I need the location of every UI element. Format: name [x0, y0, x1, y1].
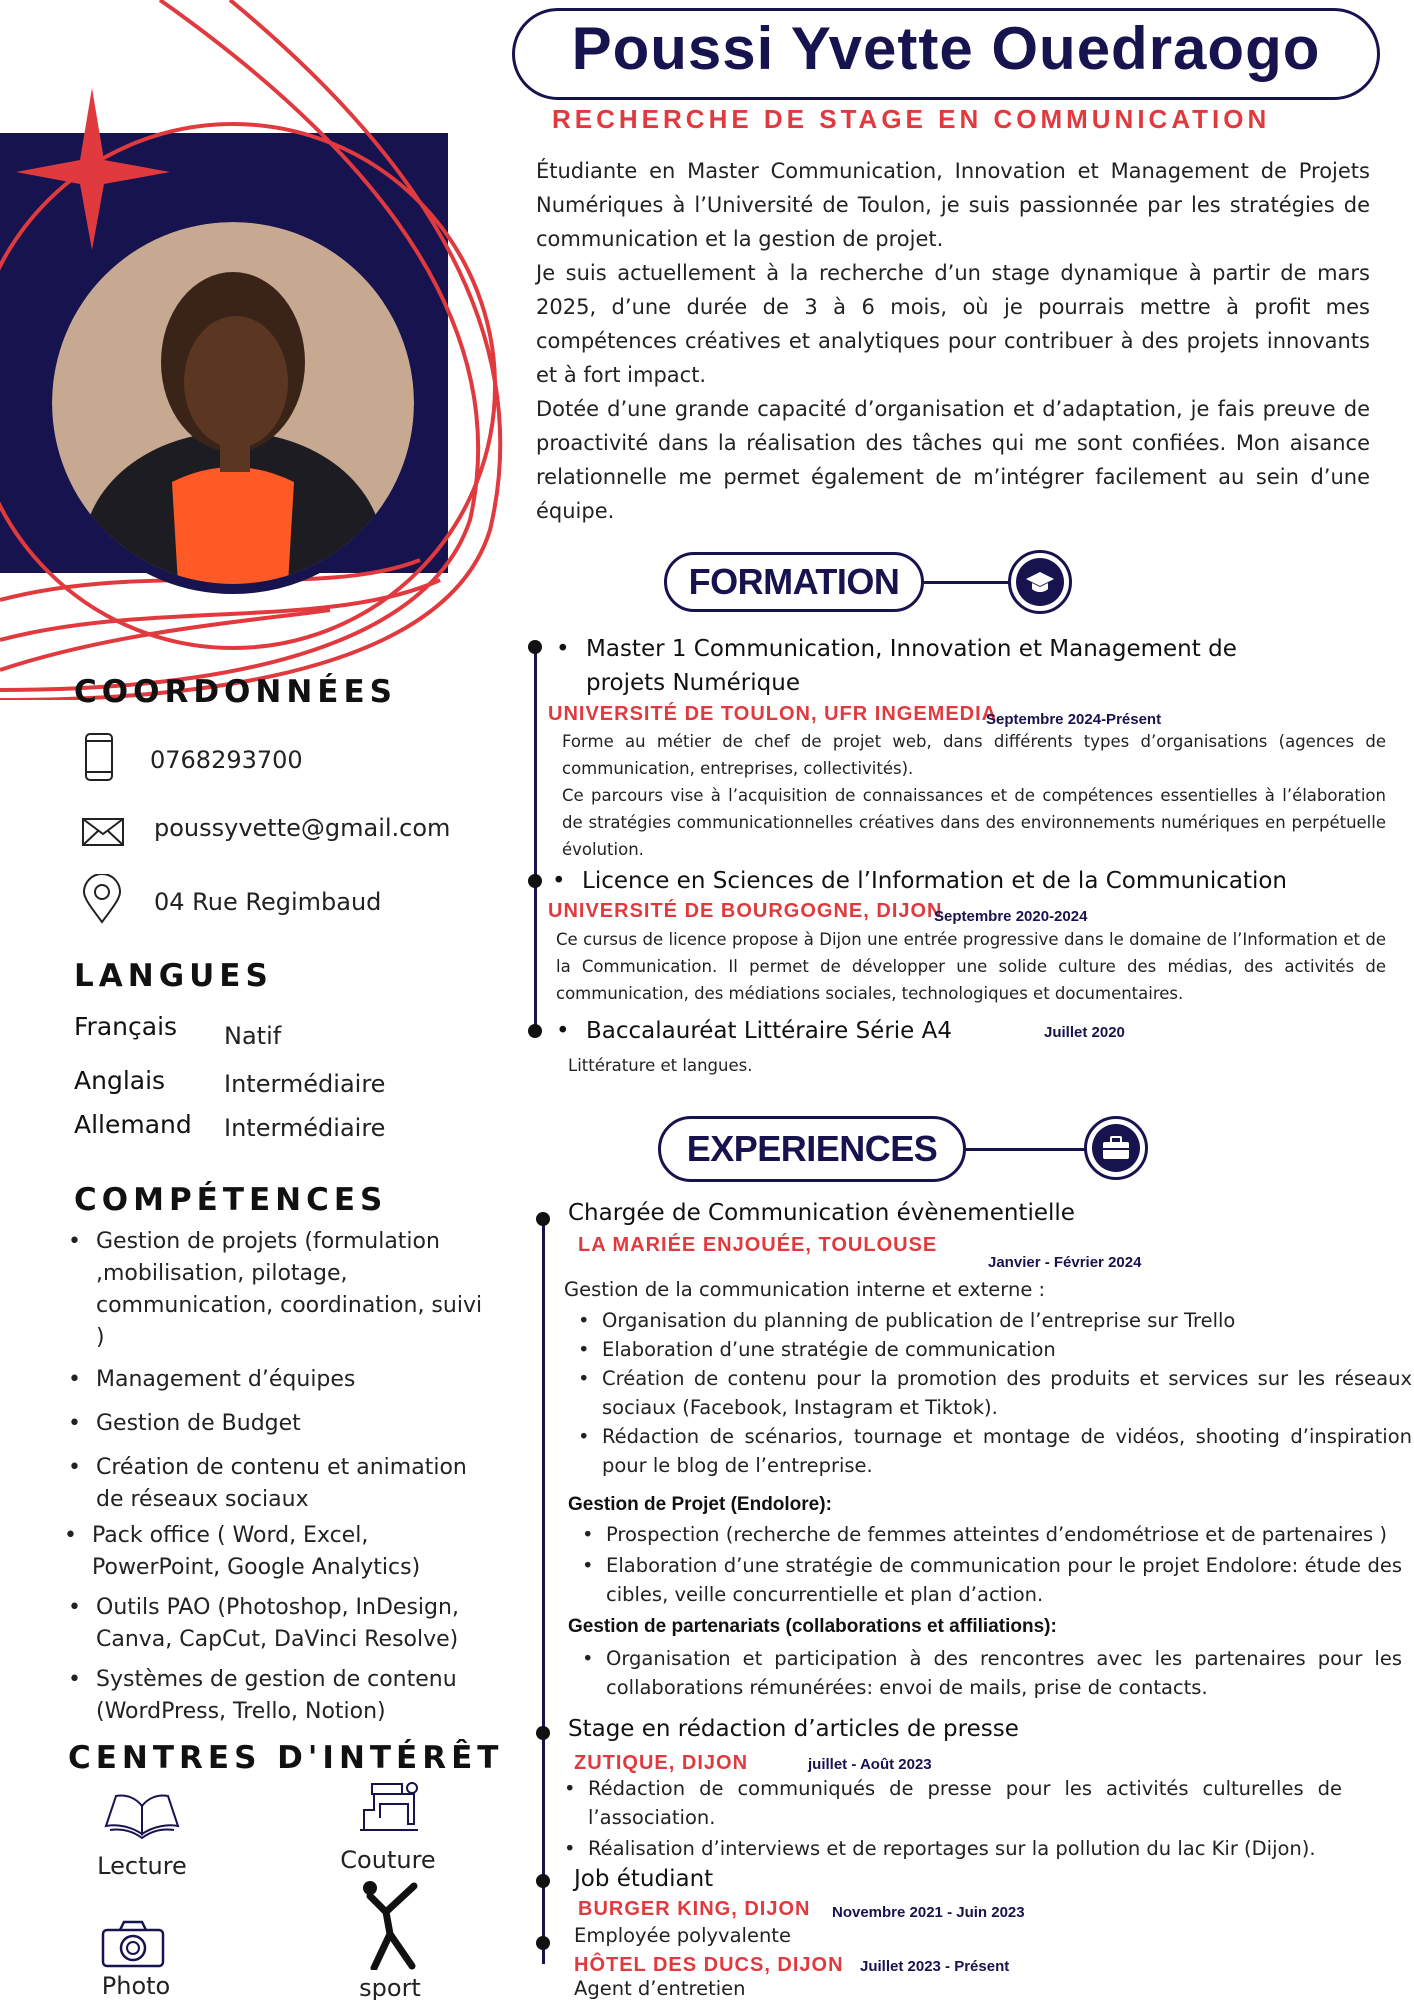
bullet: •	[552, 868, 566, 894]
job-task: • Rédaction de communiqués de presse pour les activités culturelles de l’association.	[552, 1774, 1342, 1832]
job-task: • Organisation et participation à des rencontres avec les partenaires pour les collaborations rémunérées: envoi de mails, prise de contacts.	[570, 1644, 1402, 1702]
job-task: • Prospection (recherche de femmes atteintes d’endométriose et de partenaires )	[570, 1520, 1402, 1549]
experiences-icon-circle	[1084, 1116, 1148, 1180]
formation-title-text: Licence en Sciences de l’Information et de la Communication	[582, 868, 1288, 894]
timeline-dot	[536, 1212, 550, 1226]
hobby-label: Couture	[340, 1846, 436, 1874]
description-paragraph: Forme au métier de chef de projet web, dans différents types d’organisations (agences de communication, entreprises, collectivités).	[562, 732, 1386, 778]
phone-icon	[84, 732, 114, 782]
description-paragraph: Ce cursus de licence propose à Dijon une entrée progressive dans le domaine de l’Information et de la Communication. Il permet de développer une solide culture des médias, des activités de communication, des médiations sociales, technologiques et documentaires.	[556, 930, 1386, 1003]
formation-description	[556, 926, 1386, 1007]
job-date: juillet - Août 2023	[808, 1756, 932, 1773]
job-task-list	[566, 1306, 1412, 1480]
formation-description	[562, 728, 1386, 863]
formation-school: UNIVERSITÉ DE BOURGOGNE, DIJON	[548, 900, 943, 922]
job-role: Employée polyvalente	[574, 1924, 791, 1947]
language-level: Intermédiaire	[224, 1114, 386, 1142]
skills-heading: COMPÉTENCES	[74, 1182, 388, 1218]
sport-figure-icon	[356, 1878, 422, 1970]
job-task-list	[552, 1774, 1342, 1863]
job-role: Agent d’entretien	[574, 1977, 746, 2000]
job-task: • Rédaction de scénarios, tournage et montage de vidéos, shooting d’inspiration pour le blog de l’entreprise.	[566, 1422, 1412, 1480]
job-date: Juillet 2023 - Présent	[860, 1958, 1010, 1975]
job-subsection-heading: Gestion de partenariats (collaborations et affiliations):	[568, 1616, 1057, 1637]
mail-icon	[82, 818, 124, 846]
location-icon	[82, 874, 122, 924]
book-icon	[102, 1786, 182, 1842]
employer: HÔTEL DES DUCS, DIJON	[574, 1954, 844, 1976]
job-date: Janvier - Février 2024	[988, 1254, 1142, 1271]
profile-summary	[536, 154, 1370, 528]
skills-list	[60, 1226, 490, 1728]
sewing-machine-icon	[354, 1780, 424, 1836]
interests-heading: CENTRES D'INTÉRÊT	[68, 1740, 504, 1776]
job-task: • Organisation du planning de publication de l’entreprise sur Trello	[566, 1306, 1412, 1335]
job-task: • Réalisation d’interviews et de reportages sur la pollution du lac Kir (Dijon).	[552, 1834, 1342, 1863]
job-date: Novembre 2021 - Juin 2023	[832, 1904, 1025, 1921]
skill-item: • Création de contenu et animation de réseaux sociaux	[60, 1452, 490, 1516]
experience-timeline	[542, 1218, 545, 1964]
skill-item: • Outils PAO (Photoshop, InDesign, Canva, CapCut, DaVinci Resolve)	[60, 1592, 490, 1656]
hobby-label: Photo	[101, 1972, 171, 2000]
languages-heading: LANGUES	[74, 958, 273, 994]
job-task: • Elaboration d’une stratégie de communication	[566, 1335, 1412, 1364]
job-task-list	[570, 1644, 1402, 1702]
bullet: •	[556, 636, 570, 662]
timeline-dot	[536, 1936, 550, 1950]
summary-paragraph: Étudiante en Master Communication, Innovation et Management de Projets Numériques à l’Université de Toulon, je suis passionnée par les stratégies de communication et la gestion de projet.	[536, 159, 1370, 251]
formation-title	[556, 632, 1296, 700]
job-subsection-heading: Gestion de Projet (Endolore):	[568, 1494, 832, 1515]
language-level: Intermédiaire	[224, 1070, 386, 1098]
graduation-cap-icon	[1025, 570, 1055, 594]
formation-icon-circle	[1008, 550, 1072, 614]
summary-paragraph: Dotée d’une grande capacité d’organisation et d’adaptation, je fais preuve de proactivité dans la réalisation des tâches qui me sont confiées. Mon aisance relationnelle me permet également de m’intégrer facilement au sein d’une équipe.	[536, 397, 1370, 523]
job-task-list	[570, 1520, 1402, 1609]
formation-date: Septembre 2024-Présent	[986, 711, 1162, 728]
skill-item: • Gestion de projets (formulation ,mobilisation, pilotage, communication, coordination, suivi )	[60, 1226, 490, 1354]
job-intro: Gestion de la communication interne et externe :	[564, 1278, 1046, 1301]
formation-date: Juillet 2020	[1044, 1024, 1125, 1041]
language-name: Français	[74, 1012, 178, 1041]
formation-badge: FORMATION	[664, 552, 924, 612]
email-address: poussyvette@gmail.com	[154, 814, 451, 842]
summary-paragraph: Je suis actuellement à la recherche d’un stage dynamique à partir de mars 2025, d’une durée de 3 à 6 mois, où je pourrais mettre à profit mes compétences créatives et analytiques pour contribuer à des projets innovants et à fort impact.	[536, 261, 1370, 387]
contact-heading: COORDONNÉES	[74, 674, 397, 710]
hobby-label: Lecture	[97, 1852, 187, 1880]
profile-photo	[42, 212, 424, 594]
formation-date: Septembre 2020-2024	[934, 908, 1088, 925]
description-paragraph: Ce parcours vise à l’acquisition de connaissances et de compétences essentielles à l’élaboration de stratégies communicationnelles créatives dans des environnements numériques en perpétuelle évolution.	[562, 786, 1386, 859]
formation-title	[556, 1018, 952, 1044]
job-task: • Création de contenu pour la promotion des produits et services sur les réseaux sociaux (Facebook, Instagram et Tiktok).	[566, 1364, 1412, 1422]
job-search-subtitle: RECHERCHE DE STAGE EN COMMUNICATION	[552, 104, 1271, 134]
timeline-dot	[528, 640, 542, 654]
formation-school: UNIVERSITÉ DE TOULON, UFR INGEMEDIA	[548, 703, 998, 725]
briefcase-icon	[1102, 1136, 1130, 1160]
language-name: Anglais	[74, 1066, 166, 1095]
camera-icon	[100, 1918, 166, 1968]
timeline-dot	[536, 1726, 550, 1740]
hobby-label: sport	[359, 1974, 421, 2000]
formation-title	[552, 868, 1352, 894]
job-title: Stage en rédaction d’articles de presse	[568, 1716, 1019, 1742]
job-task: • Elaboration d’une stratégie de communication pour le projet Endolore: étude des cibles, veille concurrentielle et plan d’action.	[570, 1551, 1402, 1609]
language-name: Allemand	[74, 1110, 192, 1139]
timeline-dot	[528, 874, 542, 888]
job-title: Chargée de Communication évènementielle	[568, 1200, 1075, 1226]
language-level: Natif	[224, 1022, 282, 1050]
job-title: Job étudiant	[574, 1866, 714, 1892]
bullet: •	[556, 1018, 570, 1044]
badge-connector	[966, 1148, 1086, 1151]
experiences-badge: EXPERIENCES	[658, 1116, 966, 1182]
formation-timeline	[534, 646, 537, 1030]
employer: ZUTIQUE, DIJON	[574, 1752, 749, 1774]
sparkle-icon	[16, 88, 170, 250]
timeline-dot	[528, 1024, 542, 1038]
timeline-dot	[536, 1874, 550, 1888]
employer: LA MARIÉE ENJOUÉE, TOULOUSE	[578, 1234, 938, 1256]
street-address: 04 Rue Regimbaud	[154, 888, 382, 916]
formation-title-text: Master 1 Communication, Innovation et Management de projets Numérique	[586, 636, 1237, 696]
skill-item: • Gestion de Budget	[60, 1408, 490, 1440]
skill-item: • Systèmes de gestion de contenu (WordPress, Trello, Notion)	[60, 1664, 490, 1728]
phone-number: 0768293700	[150, 746, 303, 774]
skill-item: • Pack office ( Word, Excel, PowerPoint, Google Analytics)	[56, 1520, 486, 1584]
formation-description: Littérature et langues.	[568, 1056, 753, 1075]
badge-connector	[924, 581, 1010, 584]
formation-title-text: Baccalauréat Littéraire Série A4	[586, 1018, 953, 1044]
skill-item: • Management d’équipes	[60, 1364, 490, 1396]
candidate-name: Poussi Yvette Ouedraogo	[571, 15, 1321, 82]
employer: BURGER KING, DIJON	[578, 1898, 811, 1920]
